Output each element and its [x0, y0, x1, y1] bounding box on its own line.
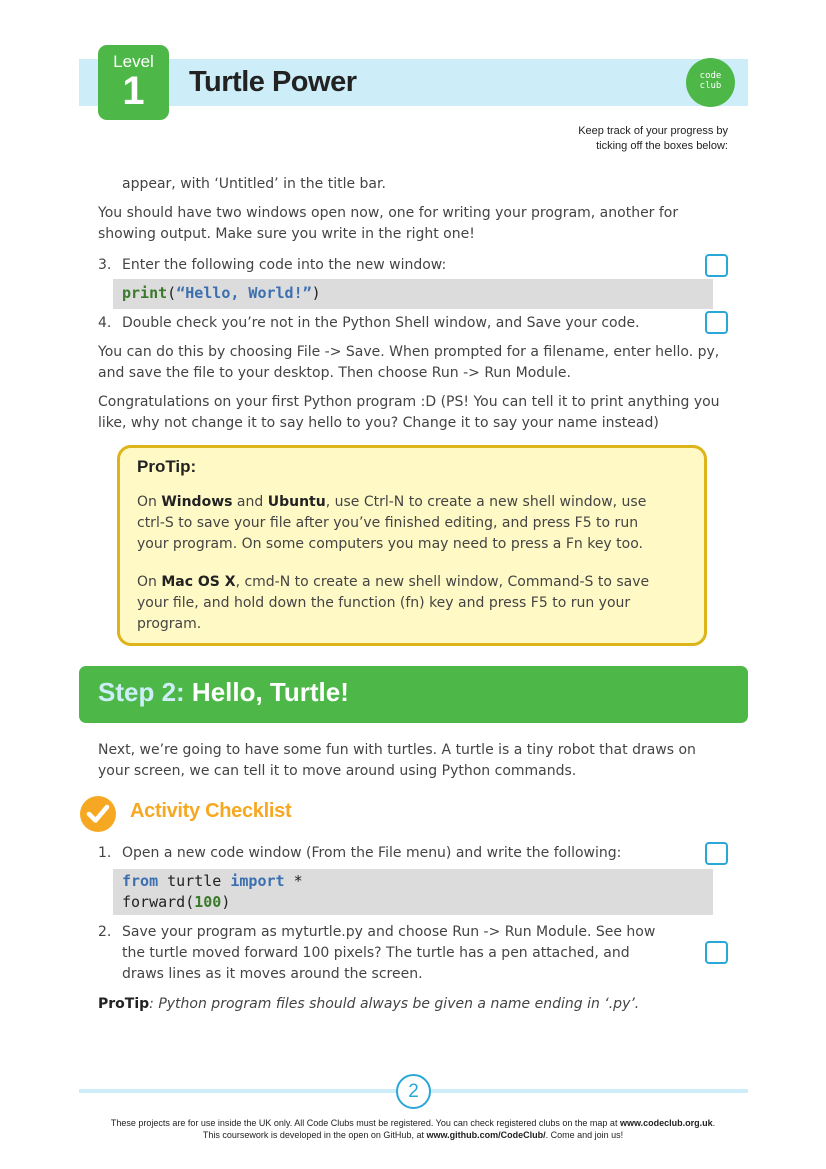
code-string: “Hello, World!”: [176, 284, 312, 302]
level-badge: [98, 45, 169, 120]
footer-line2-text: This coursework is developed in the open on GitHub, at: [202, 1130, 427, 1140]
footer-line1-text: These projects are for use inside the UK only. All Code Clubs must be registered. You can check registered clubs on the map at: [110, 1118, 620, 1128]
paragraph-two-windows: You should have two windows open now, one for writing your program, another for showing output. Make sure you write in the right one!: [98, 205, 679, 242]
code-open-paren: (: [167, 284, 177, 302]
footer-github-link[interactable]: www.github.com/CodeClub/: [426, 1130, 546, 1140]
code-number: 100: [194, 893, 222, 911]
code-module: turtle: [158, 872, 231, 890]
protip-mac-paragraph: [137, 572, 672, 635]
protip-ubuntu-label: Ubuntu: [267, 494, 326, 510]
step3-checkbox[interactable]: [705, 254, 728, 277]
step4-checkbox[interactable]: [705, 311, 728, 334]
code-club-logo: [686, 58, 735, 107]
code-forward: forward(: [122, 893, 195, 911]
activity-protip-note: [98, 994, 738, 1015]
logo-line1: code: [699, 71, 722, 81]
level-word: Level: [113, 52, 154, 71]
footer-line1: [40, 1117, 786, 1129]
footer-line1-end: .: [712, 1118, 716, 1128]
paragraph-congratulations: Congratulations on your first Python program :D (PS! You can tell it to print anything you like, why not change it to say hello to you? Change it to say your name instead): [98, 394, 720, 431]
footer-line2: [40, 1129, 786, 1141]
activity-item2-checkbox[interactable]: [705, 941, 728, 964]
code-from: from: [122, 872, 159, 890]
activity-item2-text: Save your program as myturtle.py and choose Run -> Run Module. See how the turtle moved forward 100 pixels? The turtle has a pen attached, and draws lines as it moves around the screen.: [122, 924, 656, 982]
progress-note-line2: ticking off the boxes below:: [596, 140, 728, 152]
protip-title: ProTip:: [137, 457, 197, 476]
protip-p2-rest: , cmd-N to create a new shell window, Command-S to save your file, and hold down the function (fn) key and press F5 to run your program.: [137, 574, 650, 632]
level-number: 1: [122, 69, 145, 113]
code-line-forward: [122, 892, 713, 913]
code-close-paren: ): [311, 284, 321, 302]
protip-windows-label: Windows: [161, 494, 233, 510]
protip-p1-and: and: [232, 494, 268, 510]
step3-number: 3.: [98, 257, 112, 273]
checkmark-icon: [80, 796, 116, 832]
protip-windows-paragraph: [137, 492, 667, 555]
footer-text: [40, 1117, 786, 1141]
progress-note-line1: Keep track of your progress by: [578, 125, 728, 137]
code-line-import: [122, 871, 713, 892]
step4-number: 4.: [98, 315, 112, 331]
progress-note: [578, 124, 728, 154]
page-title: Turtle Power: [189, 66, 357, 98]
activity-checklist-title: Activity Checklist: [130, 800, 292, 822]
activity-item2-number: 2.: [98, 924, 112, 940]
protip-mac-label: Mac OS X: [161, 574, 236, 590]
code-print: print: [122, 284, 168, 302]
protip-p2-on: On: [137, 574, 162, 590]
code-star: *: [284, 872, 303, 890]
step3-text: Enter the following code into the new window:: [122, 257, 447, 273]
code-block-hello: [113, 279, 713, 309]
step2-label: Step 2:: [98, 677, 185, 707]
continued-text: appear, with ‘Untitled’ in the title bar.: [122, 176, 386, 192]
header-band: [79, 59, 748, 106]
protip-p1-on: On: [137, 494, 162, 510]
step2-title: [98, 677, 349, 708]
step4-text: Double check you’re not in the Python Shell window, and Save your code.: [122, 315, 640, 331]
step2-heading: Hello, Turtle!: [191, 677, 349, 707]
activity-item1-checkbox[interactable]: [705, 842, 728, 865]
paragraph-save-file: You can do this by choosing File -> Save. When prompted for a filename, enter hello. py, and save the file to your desktop. Then choose Run -> Run Module.: [98, 344, 720, 381]
logo-line2: club: [699, 81, 722, 91]
activity-protip-text: : Python program files should always be given a name ending in ‘.py’.: [149, 996, 640, 1012]
footer-line2-end: . Come and join us!: [545, 1130, 624, 1140]
footer-codeclub-link[interactable]: www.codeclub.org.uk: [619, 1118, 713, 1128]
activity-item1-number: 1.: [98, 845, 112, 861]
page-number: 2: [396, 1074, 431, 1109]
activity-item1-text: Open a new code window (From the File menu) and write the following:: [122, 845, 622, 861]
protip-p1-rest: , use Ctrl-N to create a new shell window, use ctrl-S to save your file after you’ve finished editing, and press F5 to run your program. On some computers you may need to press a Fn key too.: [137, 494, 647, 552]
code-forward-close: ): [221, 893, 231, 911]
code-import: import: [230, 872, 285, 890]
step2-intro: Next, we’re going to have some fun with turtles. A turtle is a tiny robot that draws on your screen, we can tell it to move around using Python commands.: [98, 742, 696, 779]
activity-protip-label: ProTip: [98, 996, 150, 1012]
code-block-turtle: [113, 869, 713, 915]
